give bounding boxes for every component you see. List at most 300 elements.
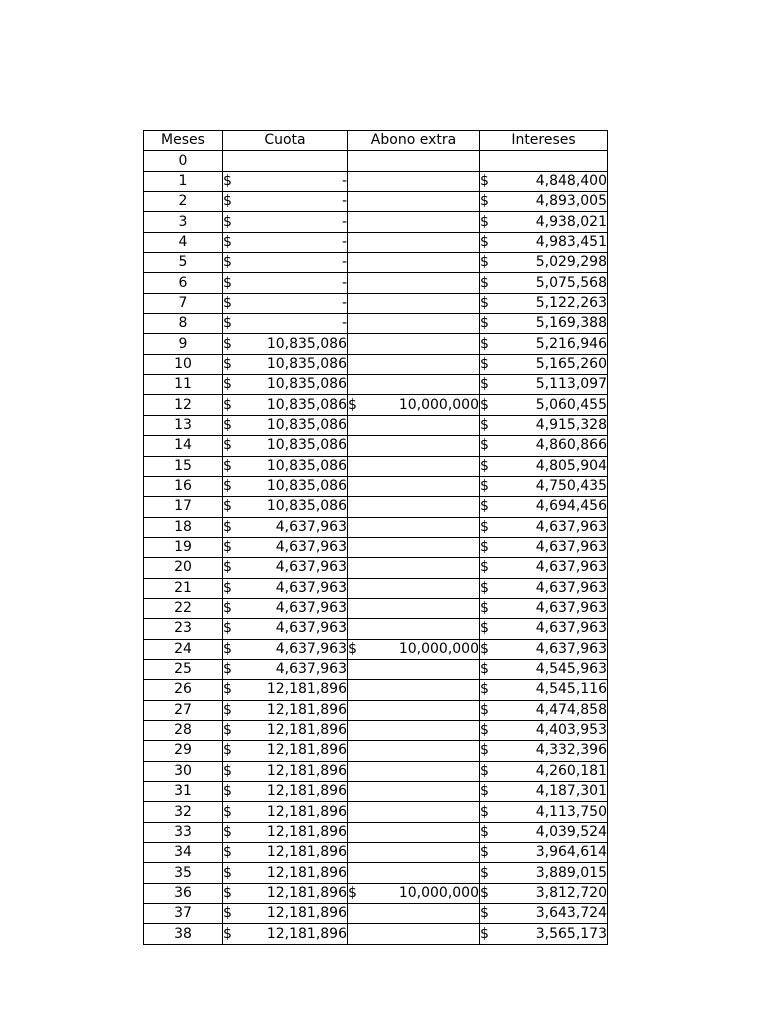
- cell-cuota-value: 12,181,896: [266, 823, 347, 840]
- cell-cuota-value: -: [341, 172, 347, 189]
- cell-cuota-value: 12,181,896: [266, 905, 347, 922]
- table-row: [144, 558, 608, 578]
- currency-symbol: $: [223, 539, 232, 556]
- currency-symbol: $: [480, 478, 489, 495]
- cell-cuota-value: -: [341, 294, 347, 311]
- cell-intereses: [480, 395, 608, 415]
- table-row: [144, 598, 608, 618]
- table-row: [144, 212, 608, 232]
- cell-intereses: [480, 253, 608, 273]
- cell-abono-extra: [348, 212, 480, 232]
- currency-symbol: $: [223, 803, 232, 820]
- currency-symbol: $: [480, 661, 489, 678]
- column-header-cuota: Cuota: [223, 131, 348, 151]
- table-row: [144, 293, 608, 313]
- cell-abono-extra: [348, 456, 480, 476]
- cell-intereses-value: 4,545,963: [535, 661, 607, 678]
- currency-symbol: $: [348, 396, 357, 413]
- cell-mes: 33: [144, 822, 223, 842]
- table-row: [144, 578, 608, 598]
- currency-symbol: $: [223, 172, 232, 189]
- table-row: [144, 883, 608, 903]
- cell-intereses: [480, 293, 608, 313]
- cell-intereses: [480, 334, 608, 354]
- cell-cuota-value: 12,181,896: [266, 803, 347, 820]
- cell-intereses-value: 4,403,953: [535, 722, 607, 739]
- currency-symbol: $: [480, 783, 489, 800]
- currency-symbol: $: [223, 701, 232, 718]
- cell-intereses: [480, 659, 608, 679]
- currency-symbol: $: [223, 844, 232, 861]
- cell-intereses-value: 4,805,904: [535, 457, 607, 474]
- table-row: [144, 497, 608, 517]
- currency-symbol: $: [223, 884, 232, 901]
- cell-abono-extra: [348, 578, 480, 598]
- cell-cuota: [223, 883, 348, 903]
- currency-symbol: $: [480, 742, 489, 759]
- cell-cuota: [223, 436, 348, 456]
- currency-symbol: $: [480, 294, 489, 311]
- currency-symbol: $: [223, 559, 232, 576]
- currency-symbol: $: [480, 335, 489, 352]
- currency-symbol: $: [480, 274, 489, 291]
- currency-symbol: $: [223, 274, 232, 291]
- currency-symbol: $: [223, 355, 232, 372]
- table-row: [144, 273, 608, 293]
- currency-symbol: $: [223, 925, 232, 942]
- cell-cuota-value: 12,181,896: [266, 925, 347, 942]
- cell-cuota: [223, 720, 348, 740]
- cell-abono-extra: [348, 741, 480, 761]
- cell-abono-extra-value: 10,000,000: [398, 640, 479, 657]
- cell-abono-extra: [348, 497, 480, 517]
- cell-cuota-value: 10,835,086: [266, 396, 347, 413]
- cell-abono-extra: [348, 639, 480, 659]
- cell-intereses-value: 3,889,015: [535, 864, 607, 881]
- cell-mes: 34: [144, 843, 223, 863]
- table-row: [144, 395, 608, 415]
- cell-abono-extra: [348, 415, 480, 435]
- cell-cuota-value: 4,637,963: [275, 518, 347, 535]
- cell-intereses-value: 4,848,400: [535, 172, 607, 189]
- cell-mes: 21: [144, 578, 223, 598]
- column-header-meses: Meses: [144, 131, 223, 151]
- cell-mes: 12: [144, 395, 223, 415]
- currency-symbol: $: [223, 335, 232, 352]
- cell-mes: 23: [144, 619, 223, 639]
- cell-abono-extra: [348, 192, 480, 212]
- cell-intereses: [480, 782, 608, 802]
- cell-intereses-value: 4,860,866: [535, 437, 607, 454]
- cell-mes: 2: [144, 192, 223, 212]
- cell-mes: 24: [144, 639, 223, 659]
- currency-symbol: $: [223, 193, 232, 210]
- cell-intereses-value: 5,216,946: [535, 335, 607, 352]
- cell-abono-extra: [348, 558, 480, 578]
- cell-cuota: [223, 680, 348, 700]
- cell-cuota-value: 12,181,896: [266, 884, 347, 901]
- currency-symbol: $: [480, 559, 489, 576]
- table-row: [144, 863, 608, 883]
- currency-symbol: $: [480, 925, 489, 942]
- currency-symbol: $: [480, 864, 489, 881]
- table-row: [144, 720, 608, 740]
- cell-cuota-value: 10,835,086: [266, 355, 347, 372]
- table-row: [144, 415, 608, 435]
- table-row: [144, 680, 608, 700]
- cell-cuota-value: 10,835,086: [266, 335, 347, 352]
- cell-abono-extra: [348, 253, 480, 273]
- cell-abono-extra: [348, 476, 480, 496]
- table-row: [144, 192, 608, 212]
- currency-symbol: $: [480, 600, 489, 617]
- currency-symbol: $: [223, 498, 232, 515]
- currency-symbol: $: [480, 376, 489, 393]
- table-row: [144, 171, 608, 191]
- cell-cuota-value: -: [341, 233, 347, 250]
- cell-intereses: [480, 761, 608, 781]
- cell-intereses: [480, 151, 608, 171]
- cell-cuota: [223, 578, 348, 598]
- cell-intereses: [480, 598, 608, 618]
- cell-abono-extra: [348, 171, 480, 191]
- currency-symbol: $: [480, 884, 489, 901]
- cell-cuota-value: 12,181,896: [266, 722, 347, 739]
- cell-mes: 27: [144, 700, 223, 720]
- table-row: [144, 232, 608, 252]
- cell-cuota: [223, 273, 348, 293]
- cell-intereses: [480, 476, 608, 496]
- cell-abono-extra: [348, 375, 480, 395]
- cell-mes: 29: [144, 741, 223, 761]
- cell-cuota: [223, 924, 348, 944]
- cell-abono-extra: [348, 151, 480, 171]
- cell-intereses: [480, 639, 608, 659]
- cell-intereses: [480, 720, 608, 740]
- cell-intereses: [480, 680, 608, 700]
- cell-cuota-value: 4,637,963: [275, 600, 347, 617]
- cell-intereses-value: 4,983,451: [535, 233, 607, 250]
- cell-cuota: [223, 822, 348, 842]
- cell-abono-extra-value: 10,000,000: [398, 884, 479, 901]
- cell-mes: 0: [144, 151, 223, 171]
- cell-cuota: [223, 761, 348, 781]
- cell-abono-extra: [348, 822, 480, 842]
- cell-cuota-value: 4,637,963: [275, 539, 347, 556]
- currency-symbol: $: [480, 193, 489, 210]
- table-row: [144, 253, 608, 273]
- currency-symbol: $: [223, 233, 232, 250]
- cell-cuota: [223, 802, 348, 822]
- table-row: [144, 741, 608, 761]
- cell-cuota: [223, 375, 348, 395]
- cell-abono-extra: [348, 293, 480, 313]
- cell-intereses-value: 5,165,260: [535, 355, 607, 372]
- cell-intereses: [480, 517, 608, 537]
- table-row: [144, 619, 608, 639]
- cell-cuota-value: -: [341, 315, 347, 332]
- cell-cuota-value: 12,181,896: [266, 762, 347, 779]
- cell-cuota-value: 4,637,963: [275, 559, 347, 576]
- cell-intereses-value: 5,060,455: [535, 396, 607, 413]
- cell-intereses-value: 4,637,963: [535, 579, 607, 596]
- cell-intereses-value: 4,915,328: [535, 416, 607, 433]
- currency-symbol: $: [223, 905, 232, 922]
- cell-abono-extra: [348, 843, 480, 863]
- currency-symbol: $: [223, 864, 232, 881]
- table-row: [144, 151, 608, 171]
- cell-mes: 15: [144, 456, 223, 476]
- cell-intereses-value: 5,075,568: [535, 274, 607, 291]
- cell-intereses: [480, 171, 608, 191]
- cell-intereses: [480, 700, 608, 720]
- table-body: [144, 151, 608, 944]
- currency-symbol: $: [480, 457, 489, 474]
- currency-symbol: $: [480, 803, 489, 820]
- cell-abono-extra: [348, 863, 480, 883]
- cell-mes: 25: [144, 659, 223, 679]
- cell-intereses: [480, 314, 608, 334]
- cell-abono-extra: [348, 334, 480, 354]
- cell-intereses: [480, 904, 608, 924]
- cell-cuota: [223, 843, 348, 863]
- table-row: [144, 436, 608, 456]
- currency-symbol: $: [348, 884, 357, 901]
- currency-symbol: $: [480, 681, 489, 698]
- currency-symbol: $: [223, 742, 232, 759]
- cell-cuota-value: -: [341, 274, 347, 291]
- cell-intereses-value: 4,637,963: [535, 518, 607, 535]
- cell-mes: 22: [144, 598, 223, 618]
- currency-symbol: $: [480, 722, 489, 739]
- currency-symbol: $: [480, 396, 489, 413]
- cell-intereses-value: 4,637,963: [535, 620, 607, 637]
- currency-symbol: $: [480, 213, 489, 230]
- cell-cuota-value: 10,835,086: [266, 376, 347, 393]
- table-row: [144, 700, 608, 720]
- cell-cuota: [223, 232, 348, 252]
- currency-symbol: $: [480, 539, 489, 556]
- cell-mes: 13: [144, 415, 223, 435]
- cell-intereses-value: 4,637,963: [535, 600, 607, 617]
- cell-mes: 28: [144, 720, 223, 740]
- cell-intereses-value: 4,893,005: [535, 193, 607, 210]
- cell-mes: 17: [144, 497, 223, 517]
- cell-intereses-value: 4,260,181: [535, 762, 607, 779]
- table-row: [144, 354, 608, 374]
- cell-mes: 32: [144, 802, 223, 822]
- currency-symbol: $: [223, 396, 232, 413]
- cell-cuota: [223, 151, 348, 171]
- currency-symbol: $: [480, 762, 489, 779]
- cell-abono-extra: [348, 883, 480, 903]
- cell-cuota: [223, 354, 348, 374]
- currency-symbol: $: [223, 722, 232, 739]
- cell-cuota-value: 10,835,086: [266, 437, 347, 454]
- cell-intereses-value: 3,565,173: [535, 925, 607, 942]
- cell-abono-extra-value: 10,000,000: [398, 396, 479, 413]
- cell-intereses-value: 3,812,720: [535, 884, 607, 901]
- cell-intereses: [480, 354, 608, 374]
- cell-cuota: [223, 598, 348, 618]
- table-row: [144, 904, 608, 924]
- currency-symbol: $: [223, 457, 232, 474]
- cell-intereses-value: 4,637,963: [535, 640, 607, 657]
- cell-intereses: [480, 843, 608, 863]
- cell-intereses: [480, 232, 608, 252]
- cell-mes: 19: [144, 537, 223, 557]
- cell-cuota-value: 4,637,963: [275, 640, 347, 657]
- currency-symbol: $: [480, 416, 489, 433]
- cell-cuota-value: 12,181,896: [266, 844, 347, 861]
- cell-cuota-value: 4,637,963: [275, 661, 347, 678]
- cell-mes: 8: [144, 314, 223, 334]
- currency-symbol: $: [480, 640, 489, 657]
- table-row: [144, 476, 608, 496]
- cell-intereses: [480, 822, 608, 842]
- cell-intereses: [480, 273, 608, 293]
- column-header-abono-extra: Abono extra: [348, 131, 480, 151]
- currency-symbol: $: [480, 254, 489, 271]
- cell-intereses: [480, 578, 608, 598]
- currency-symbol: $: [223, 416, 232, 433]
- currency-symbol: $: [480, 315, 489, 332]
- table-row: [144, 314, 608, 334]
- cell-cuota: [223, 293, 348, 313]
- cell-mes: 16: [144, 476, 223, 496]
- currency-symbol: $: [480, 233, 489, 250]
- cell-mes: 5: [144, 253, 223, 273]
- cell-cuota: [223, 700, 348, 720]
- cell-intereses: [480, 415, 608, 435]
- cell-abono-extra: [348, 232, 480, 252]
- cell-cuota: [223, 395, 348, 415]
- cell-intereses: [480, 212, 608, 232]
- cell-abono-extra: [348, 537, 480, 557]
- cell-cuota-value: -: [341, 213, 347, 230]
- cell-cuota-value: 12,181,896: [266, 864, 347, 881]
- cell-intereses-value: 5,029,298: [535, 254, 607, 271]
- cell-abono-extra: [348, 314, 480, 334]
- cell-intereses: [480, 456, 608, 476]
- currency-symbol: $: [223, 213, 232, 230]
- cell-mes: 36: [144, 883, 223, 903]
- cell-cuota-value: 12,181,896: [266, 701, 347, 718]
- currency-symbol: $: [223, 254, 232, 271]
- column-header-intereses: Intereses: [480, 131, 608, 151]
- cell-intereses-value: 5,122,263: [535, 294, 607, 311]
- cell-intereses: [480, 924, 608, 944]
- cell-mes: 26: [144, 680, 223, 700]
- cell-cuota-value: 4,637,963: [275, 620, 347, 637]
- cell-mes: 10: [144, 354, 223, 374]
- cell-cuota: [223, 659, 348, 679]
- cell-mes: 11: [144, 375, 223, 395]
- cell-mes: 7: [144, 293, 223, 313]
- cell-abono-extra: [348, 619, 480, 639]
- currency-symbol: $: [223, 600, 232, 617]
- cell-mes: 6: [144, 273, 223, 293]
- currency-symbol: $: [480, 518, 489, 535]
- currency-symbol: $: [480, 823, 489, 840]
- cell-cuota: [223, 497, 348, 517]
- cell-intereses-value: 5,113,097: [535, 376, 607, 393]
- cell-intereses-value: 4,474,858: [535, 701, 607, 718]
- currency-symbol: $: [348, 640, 357, 657]
- cell-abono-extra: [348, 598, 480, 618]
- table-row: [144, 334, 608, 354]
- currency-symbol: $: [480, 579, 489, 596]
- cell-intereses-value: 4,637,963: [535, 539, 607, 556]
- cell-intereses-value: 5,169,388: [535, 315, 607, 332]
- currency-symbol: $: [480, 701, 489, 718]
- cell-cuota: [223, 334, 348, 354]
- currency-symbol: $: [223, 294, 232, 311]
- table-row: [144, 537, 608, 557]
- cell-cuota: [223, 314, 348, 334]
- cell-cuota-value: 10,835,086: [266, 498, 347, 515]
- cell-cuota: [223, 741, 348, 761]
- cell-cuota: [223, 212, 348, 232]
- cell-intereses-value: 4,750,435: [535, 478, 607, 495]
- cell-intereses-value: 4,039,524: [535, 823, 607, 840]
- cell-mes: 14: [144, 436, 223, 456]
- cell-intereses: [480, 497, 608, 517]
- currency-symbol: $: [223, 620, 232, 637]
- table-row: [144, 843, 608, 863]
- cell-cuota: [223, 558, 348, 578]
- currency-symbol: $: [480, 844, 489, 861]
- table-row: [144, 924, 608, 944]
- currency-symbol: $: [480, 498, 489, 515]
- cell-mes: 4: [144, 232, 223, 252]
- cell-intereses: [480, 537, 608, 557]
- cell-cuota-value: 4,637,963: [275, 579, 347, 596]
- cell-intereses: [480, 802, 608, 822]
- cell-cuota-value: 10,835,086: [266, 416, 347, 433]
- cell-abono-extra: [348, 517, 480, 537]
- currency-symbol: $: [223, 315, 232, 332]
- table-row: [144, 517, 608, 537]
- cell-mes: 1: [144, 171, 223, 191]
- cell-cuota: [223, 456, 348, 476]
- cell-intereses: [480, 436, 608, 456]
- currency-symbol: $: [480, 437, 489, 454]
- cell-abono-extra: [348, 904, 480, 924]
- cell-abono-extra: [348, 680, 480, 700]
- cell-abono-extra: [348, 761, 480, 781]
- header-row: [144, 131, 608, 151]
- cell-cuota: [223, 415, 348, 435]
- cell-intereses-value: 4,637,963: [535, 559, 607, 576]
- currency-symbol: $: [223, 478, 232, 495]
- cell-cuota-value: 10,835,086: [266, 457, 347, 474]
- cell-cuota: [223, 476, 348, 496]
- cell-abono-extra: [348, 395, 480, 415]
- cell-intereses-value: 3,643,724: [535, 905, 607, 922]
- currency-symbol: $: [223, 518, 232, 535]
- currency-symbol: $: [480, 355, 489, 372]
- table-row: [144, 822, 608, 842]
- cell-abono-extra: [348, 436, 480, 456]
- table-header: [144, 131, 608, 151]
- cell-cuota-value: 12,181,896: [266, 681, 347, 698]
- table-row: [144, 782, 608, 802]
- cell-intereses: [480, 741, 608, 761]
- cell-abono-extra: [348, 700, 480, 720]
- cell-mes: 9: [144, 334, 223, 354]
- cell-abono-extra: [348, 802, 480, 822]
